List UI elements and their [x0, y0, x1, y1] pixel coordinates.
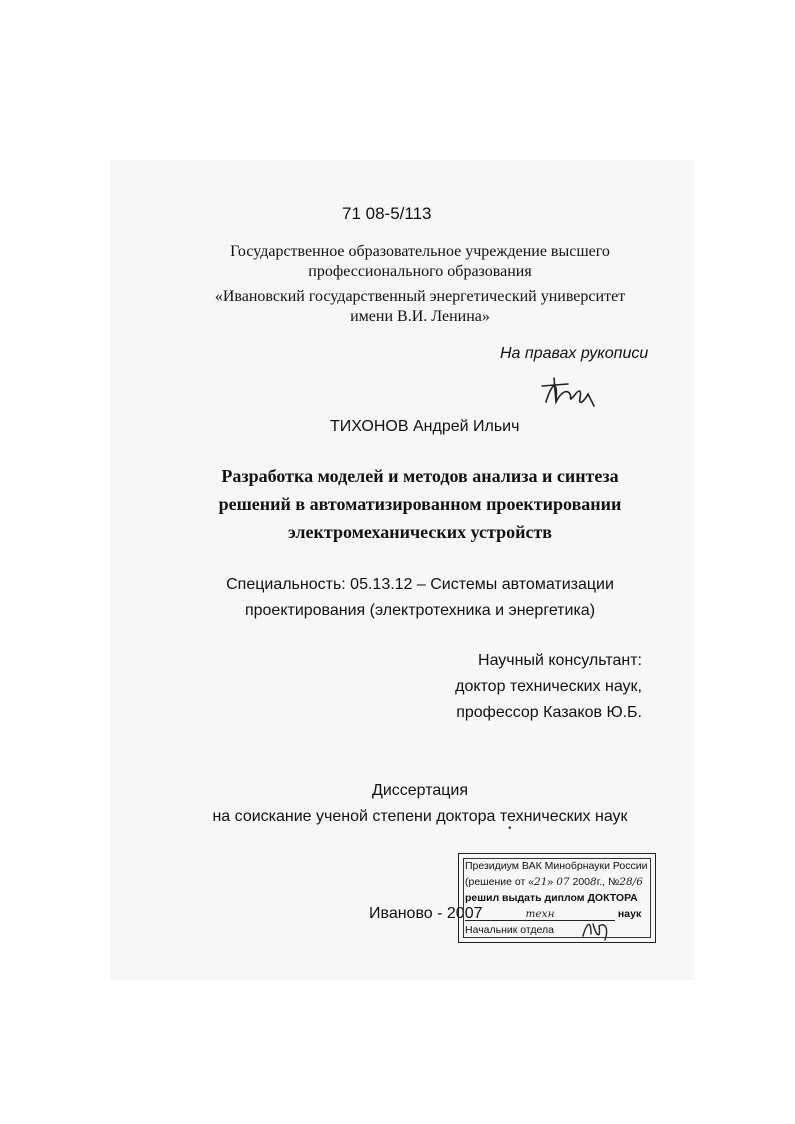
- mark-dot: •: [508, 823, 512, 834]
- stamp-month: 07: [556, 876, 570, 888]
- dissertation-line-1: Диссертация: [371, 782, 469, 799]
- university-name: [150, 287, 690, 327]
- rights-note: На правах рукописи: [500, 345, 649, 362]
- institution-line-1: Государственное образовательное учреждение высшего: [230, 243, 610, 260]
- dissertation-line-2: на соискание ученой степени доктора технических наук: [212, 808, 628, 825]
- title-line-2: решений в автоматизированном проектировании: [218, 494, 622, 514]
- stamp-year-suffix: 8: [590, 876, 597, 888]
- dissertation-type: [150, 778, 690, 830]
- university-line-1: «Ивановский государственный энергетический университет: [214, 288, 626, 305]
- stamp-line-3: решил выдать диплом ДОКТОРА: [465, 892, 638, 904]
- institution-type: [150, 242, 690, 282]
- stamp-quote-close: »: [547, 876, 554, 888]
- stamp-decision-prefix: (решение от «: [465, 876, 535, 888]
- university-line-2: имени В.И. Ленина»: [350, 308, 490, 325]
- catalog-code: 71 08-5/113: [342, 204, 432, 223]
- stamp-line-1: Президиум ВАК Минобрнауки России: [465, 860, 648, 872]
- stamp-number-label: г., №: [596, 876, 620, 888]
- title-line-1: Разработка моделей и методов анализа и синтеза: [221, 466, 619, 486]
- author-name: ТИХОНОВ Андрей Ильич: [330, 418, 520, 435]
- stamp-signature: [579, 918, 619, 942]
- stamp-line-2: [465, 876, 643, 888]
- consultant-line-3: профессор Казаков Ю.Б.: [456, 704, 642, 721]
- specialty: [150, 572, 690, 624]
- stamp-number: 28: [619, 876, 633, 888]
- vak-stamp: [458, 853, 656, 943]
- city-year: Иваново - 2007: [369, 905, 483, 922]
- institution-line-2: профессионального образования: [308, 263, 532, 280]
- consultant-line-2: доктор технических наук,: [455, 678, 642, 695]
- stamp-field: техн: [525, 908, 555, 920]
- consultant-line-1: Научный консультант:: [478, 652, 642, 669]
- specialty-line-1: Специальность: 05.13.12 – Системы автоматизации: [226, 576, 614, 593]
- stamp-day: 21: [534, 876, 548, 888]
- stamp-year-prefix: 200: [572, 876, 591, 888]
- stamp-line-5: Начальник отдела: [465, 924, 554, 936]
- title-line-3: электромеханических устройств: [287, 522, 553, 542]
- specialty-line-2: проектирования (электротехника и энергетика): [244, 602, 596, 619]
- author-signature: [538, 372, 598, 414]
- scientific-consultant: [440, 648, 642, 726]
- stamp-nauk: наук: [617, 908, 642, 920]
- dissertation-title: [150, 462, 690, 546]
- stamp-number-extra: /6: [632, 876, 643, 888]
